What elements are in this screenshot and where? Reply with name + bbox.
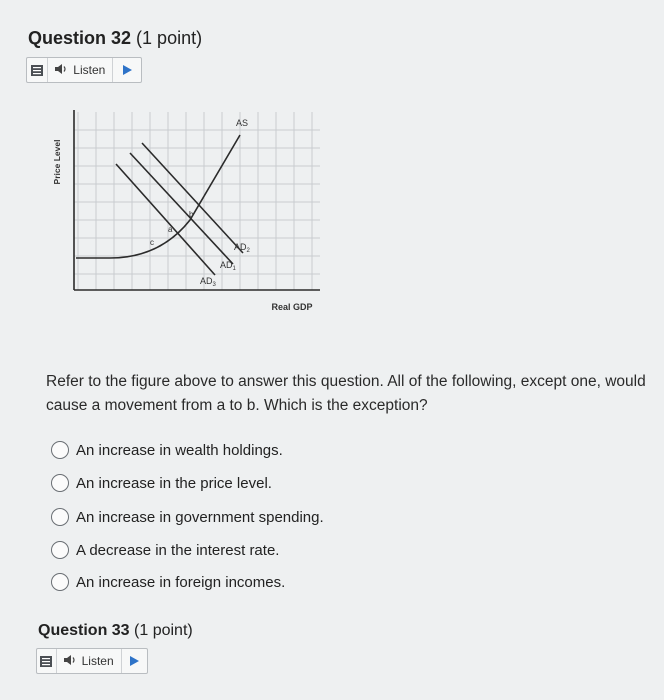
x-axis-label: Real GDP: [271, 302, 313, 312]
grid: [74, 112, 320, 290]
question-33-title: Question 33 (1 point): [38, 622, 193, 639]
play-icon[interactable]: [122, 649, 147, 673]
option-5[interactable]: [51, 573, 285, 591]
option-label: An increase in foreign incomes.: [76, 573, 286, 591]
listen-button[interactable]: [57, 649, 122, 673]
point-c-label: c: [150, 238, 154, 247]
y-axis-label: Price Level: [52, 139, 62, 185]
ad2-label: $AD_2$: [234, 242, 250, 254]
option-label: An increase in wealth holdings.: [76, 441, 283, 459]
as-label: AS: [236, 118, 249, 128]
radio-icon[interactable]: [51, 573, 69, 591]
option-4[interactable]: [51, 541, 279, 559]
question-32-title: Question 32 (1 point): [28, 28, 203, 48]
radio-icon[interactable]: [51, 441, 69, 459]
listen-label: Listen: [81, 654, 114, 668]
listen-button[interactable]: [48, 58, 113, 82]
play-icon[interactable]: [113, 58, 141, 82]
menu-icon[interactable]: [37, 649, 57, 673]
radio-icon[interactable]: [51, 508, 69, 526]
speaker-icon: [54, 63, 68, 78]
radio-icon[interactable]: [51, 541, 69, 559]
point-b-label: b: [189, 210, 194, 219]
menu-icon[interactable]: [27, 58, 48, 82]
listen-label: Listen: [73, 63, 106, 77]
option-1[interactable]: [51, 441, 283, 459]
radio-icon[interactable]: [51, 474, 69, 492]
question-text: Refer to the figure above to answer this question. All of the following, except one, would cause a movement from a to b. Which is the exception?: [46, 373, 646, 414]
ad2-curve: [142, 143, 243, 253]
option-3[interactable]: [51, 508, 324, 526]
ad1-curve: [130, 153, 233, 264]
option-label: An increase in government spending.: [76, 508, 324, 526]
option-2[interactable]: [51, 474, 272, 492]
ad3-label: $AD_3$: [200, 276, 216, 288]
listen-toolbar-q32: [26, 57, 142, 83]
as-curve: [76, 135, 240, 258]
option-label: A decrease in the interest rate.: [76, 541, 280, 559]
listen-toolbar-q33: [36, 648, 148, 674]
ad1-label: $AD_1$: [220, 260, 236, 272]
ad-as-figure: [40, 100, 340, 325]
speaker-icon: [63, 654, 77, 669]
point-a-label: a: [168, 225, 173, 234]
option-label: An increase in the price level.: [76, 474, 272, 492]
